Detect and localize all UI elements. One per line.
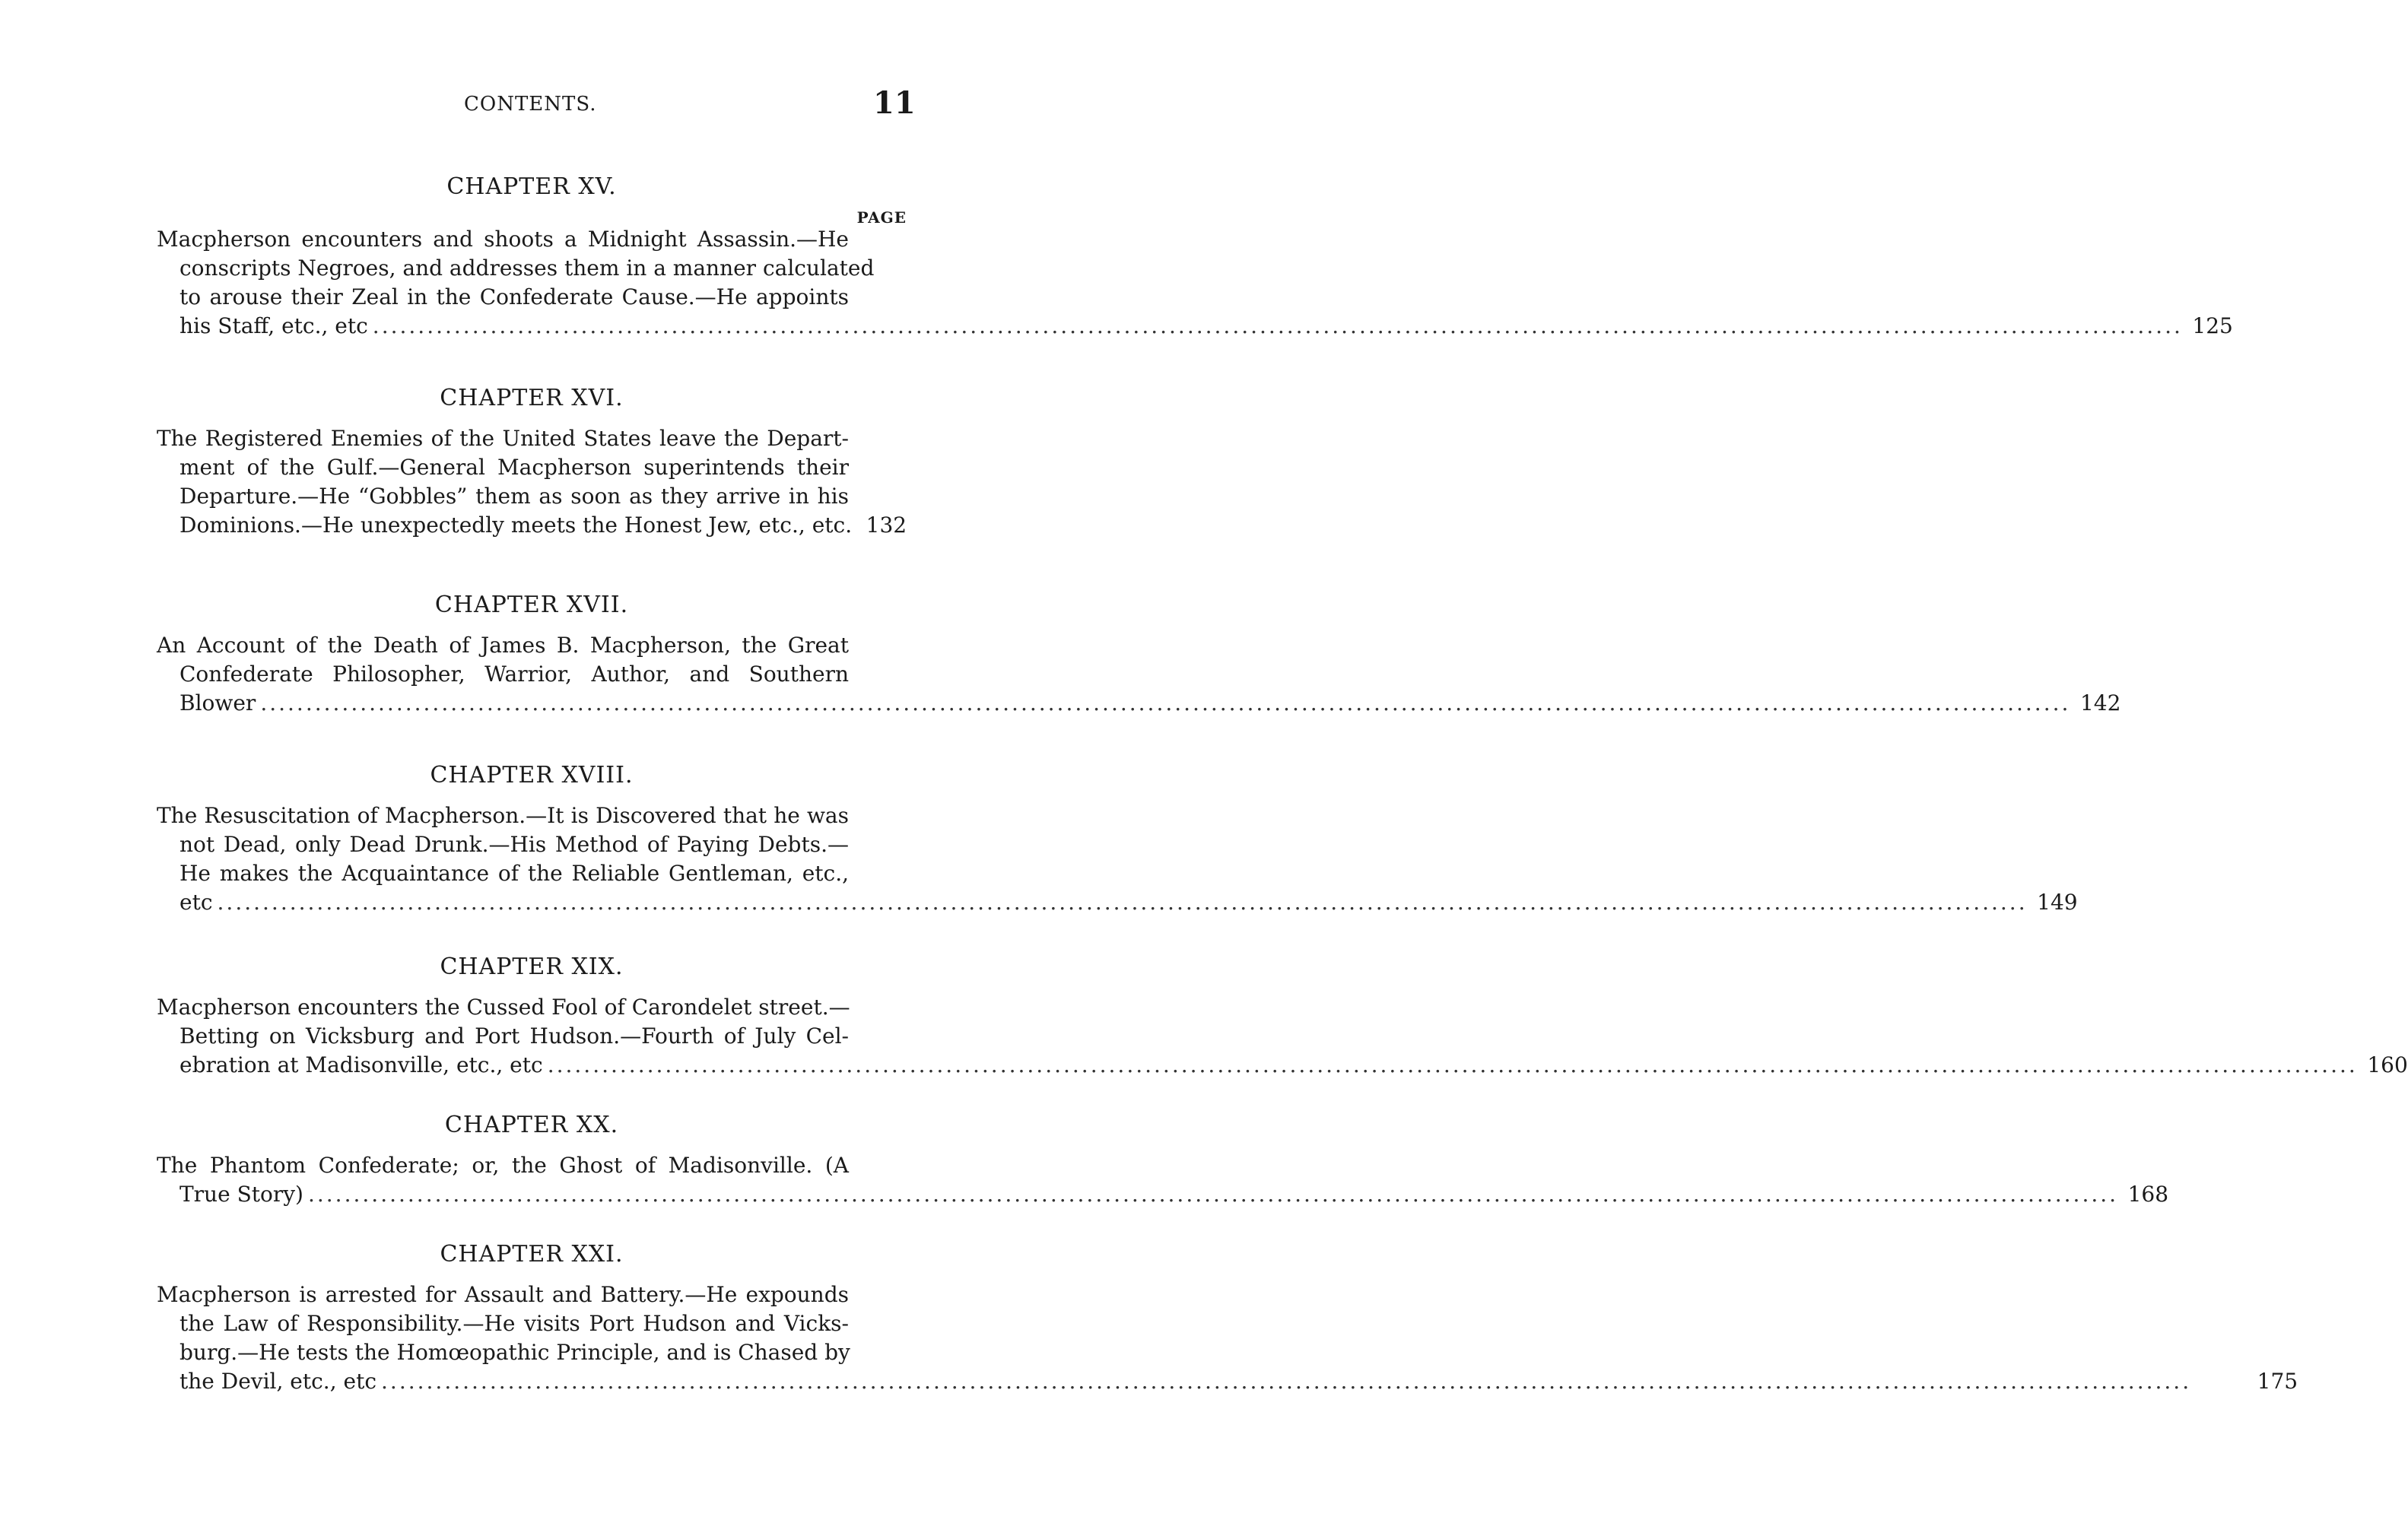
summary-line: An Account of the Death of James B. Macpherson, the Great [157,633,849,658]
summary-last-line [157,1051,2408,1080]
chapter-heading: CHAPTER XVI. [440,385,624,411]
chapter-xvi [157,383,907,540]
summary-line: Blower [179,690,256,716]
dot-leader: ........................................................................................................................................................................................................ [372,313,2183,338]
chapter-summary [157,1151,2169,1209]
chapter-xv [157,172,2233,341]
summary-line: Macpherson encounters and shoots a Midnight Assassin.—He [157,227,849,252]
summary-line: burg.—He tests the Homœopathic Principle, and is Chased by [179,1340,850,1365]
chapter-xvii [157,590,2121,718]
dot-leader: ........................................................................................................................................................................................................ [260,690,2071,716]
chapter-xviii [157,760,2078,917]
chapter-summary [157,993,2408,1080]
summary-last-line [157,1367,2298,1396]
summary-line: ment of the Gulf.—General Macpherson superintends their [179,455,849,480]
summary-line: Macpherson is arrested for Assault and Battery.—He expounds [157,1282,849,1307]
dot-leader: ........................................................................................................................................................................................................ [307,1182,2119,1207]
summary-line: Dominions.—He unexpectedly meets the Honest Jew, etc., etc. [179,512,853,538]
summary-line: Betting on Vicksburg and Port Hudson.—Fourth of July Cel- [179,1023,849,1049]
chapter-xx [157,1110,2169,1209]
page-number: 11 [873,85,916,121]
chapter-heading: CHAPTER XX. [444,1112,619,1138]
chapter-page-number: 149 [2037,890,2078,915]
summary-last-line [157,511,907,540]
chapter-summary [157,1280,2298,1396]
chapter-page-number: 142 [2079,690,2121,716]
chapter-xix [157,952,2408,1080]
chapter-heading: CHAPTER XXI. [440,1241,624,1268]
summary-line: the Devil, etc., etc [179,1369,377,1394]
running-title: CONTENTS. [464,93,597,116]
chapter-xxi [157,1239,2298,1396]
summary-line: The Registered Enemies of the United States leave the Depart- [157,426,849,451]
summary-line: Confederate Philosopher, Warrior, Author, and Southern [179,662,849,687]
chapter-page-number: 168 [2127,1182,2169,1207]
summary-last-line [157,689,2121,718]
summary-line: not Dead, only Dead Drunk.—His Method of Paying Debts.— [179,832,849,857]
summary-line: the Law of Responsibility.—He visits Port Hudson and Vicks- [179,1311,849,1336]
page-column-label: PAGE [856,208,907,227]
summary-line: The Phantom Confederate; or, the Ghost of Madisonville. (A [157,1153,849,1178]
chapter-summary [157,225,2233,341]
chapter-page-number: 175 [2257,1369,2298,1394]
dot-leader: ........................................................................................................................................................................................................ [217,890,2028,915]
chapter-summary [157,424,907,540]
summary-line: Macpherson encounters the Cussed Fool of Carondelet street.— [157,995,850,1020]
summary-line: to arouse their Zeal in the Confederate Cause.—He appoints [179,284,849,309]
summary-line: True Story) [179,1182,303,1207]
summary-last-line [157,1180,2169,1209]
chapter-heading: CHAPTER XV. [446,173,617,200]
summary-last-line [157,312,2233,341]
summary-line: The Resuscitation of Macpherson.—It is Discovered that he was [157,803,849,828]
summary-line: Departure.—He “Gobbles” them as soon as they arrive in his [179,484,849,509]
chapter-summary [157,631,2121,718]
chapter-page-number: 132 [866,512,907,538]
chapter-summary [157,801,2078,917]
chapter-heading: CHAPTER XIX. [440,954,624,980]
chapter-page-number: 125 [2192,313,2233,338]
dot-leader: ........................................................................................................................................................................................................ [381,1369,2192,1394]
summary-line: He makes the Acquaintance of the Reliable Gentleman, etc., [179,861,849,886]
summary-line: his Staff, etc., etc [179,313,368,338]
summary-line: conscripts Negroes, and addresses them in a manner calculated [179,255,875,281]
summary-line: etc [179,890,213,915]
chapter-heading: CHAPTER XVIII. [430,762,634,789]
chapter-page-number: 160 [2367,1052,2408,1077]
chapter-heading: CHAPTER XVII. [434,592,629,618]
running-head [0,85,1068,123]
summary-last-line [157,888,2078,917]
summary-line: ebration at Madisonville, etc., etc [179,1052,543,1077]
dot-leader: ........................................................................................................................................................................................................ [547,1052,2358,1077]
